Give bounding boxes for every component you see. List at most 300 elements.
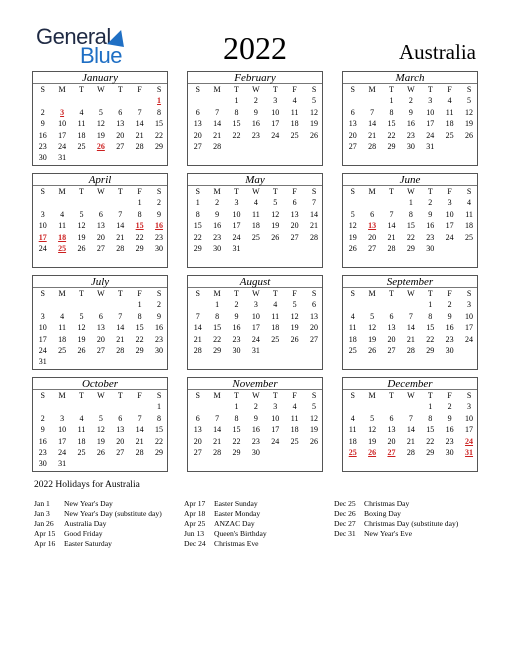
weekday-header: F [292,187,297,196]
holiday-entry [184,509,267,519]
day-cell: 3 [253,300,258,310]
weekday-header: W [407,391,415,400]
weekday-header: T [389,85,394,94]
generalblue-logo [36,26,132,70]
day-cell: 6 [118,107,123,117]
holiday-day-cell: 25 [348,447,357,457]
day-cell: 25 [271,334,280,344]
day-cell: 23 [38,447,47,457]
day-cell: 20 [116,130,125,140]
day-cell: 27 [116,447,125,457]
day-cell: 23 [213,232,222,242]
day-cell: 13 [290,209,299,219]
day-cell: 27 [310,334,319,344]
day-cell: 5 [79,311,84,321]
day-cell: 2 [234,300,239,310]
day-cell: 16 [38,130,47,140]
month-september [342,275,478,370]
weekday-header: F [447,289,452,298]
weekday-header: M [58,187,66,196]
holiday-date: Jan 26 [34,519,54,528]
day-cell: 16 [445,323,454,333]
day-cell: 18 [290,119,299,129]
holiday-entry [334,529,458,539]
holiday-day-cell: 13 [368,221,377,231]
weekday-header: F [137,187,142,196]
day-cell: 24 [58,141,67,151]
holiday-day-cell: 24 [465,436,474,446]
day-cell: 13 [96,221,105,231]
day-cell: 21 [213,436,222,446]
day-cell: 11 [445,107,454,117]
day-cell: 19 [77,232,86,242]
weekday-header: S [195,289,200,298]
day-cell: 2 [447,402,452,412]
day-cell: 14 [406,425,415,435]
day-cell: 3 [40,209,45,219]
day-cell: 2 [40,107,45,117]
day-cell: 20 [387,334,396,344]
weekday-header: S [40,187,45,196]
weekday-header: T [272,391,278,400]
day-cell: 2 [157,198,162,208]
day-cell: 12 [368,323,377,333]
empty-day-cell [111,401,130,412]
day-cell: 21 [387,232,396,242]
month-days-grid [33,186,167,254]
day-cell: 31 [58,153,67,163]
day-cell: 26 [271,232,280,242]
empty-day-cell [343,401,362,412]
day-cell: 20 [96,334,105,344]
day-cell: 11 [348,323,357,333]
day-cell: 12 [77,221,86,231]
weekday-header: S [350,289,355,298]
day-cell: 29 [232,447,241,457]
holiday-date: Dec 26 [334,509,356,518]
weekday-header: T [234,85,239,94]
day-cell: 5 [292,300,297,310]
day-cell: 19 [310,425,319,435]
day-cell: 23 [406,130,415,140]
day-cell: 2 [253,402,258,412]
day-cell: 18 [58,334,67,344]
day-cell: 23 [232,334,241,344]
day-cell: 15 [155,119,164,129]
empty-day-cell [188,299,207,310]
logo-text-general: General [36,24,111,49]
month-name: December [343,378,477,390]
day-cell: 22 [232,436,241,446]
day-cell: 12 [348,221,357,231]
day-cell: 29 [406,243,415,253]
logo-text-blue: Blue [80,43,123,68]
day-cell: 26 [348,243,357,253]
day-cell: 13 [310,311,319,321]
month-name: November [188,378,322,390]
day-cell: 4 [79,413,84,423]
weekday-header: T [389,391,394,400]
day-cell: 1 [215,300,220,310]
day-cell: 13 [387,323,396,333]
day-cell: 7 [137,413,142,423]
weekday-header: W [407,85,415,94]
month-days-grid [33,84,167,164]
day-cell: 12 [368,425,377,435]
day-cell: 15 [135,323,144,333]
day-cell: 20 [116,436,125,446]
empty-day-cell [207,401,226,412]
month-days-grid [343,84,477,152]
day-cell: 22 [426,436,435,446]
holidays-title: 2022 Holidays for Australia [34,480,140,490]
month-name: June [343,174,477,186]
weekday-header: F [137,289,142,298]
day-cell: 3 [40,311,45,321]
holiday-name: ANZAC Day [214,519,255,528]
holiday-day-cell: 3 [60,107,65,117]
day-cell: 11 [290,107,299,117]
day-cell: 24 [271,436,280,446]
day-cell: 18 [348,436,357,446]
day-cell: 22 [406,232,415,242]
month-january [32,71,168,166]
day-cell: 23 [445,334,454,344]
weekday-header: M [213,289,221,298]
empty-day-cell [343,197,362,208]
weekday-header: T [117,187,123,196]
day-cell: 24 [232,232,241,242]
day-cell: 5 [98,107,103,117]
day-cell: 26 [77,345,86,355]
holiday-date: Dec 25 [334,499,356,508]
day-cell: 23 [251,130,260,140]
day-cell: 13 [96,323,105,333]
day-cell: 21 [368,130,377,140]
empty-day-cell [362,197,381,208]
holiday-day-cell: 16 [155,221,164,231]
day-cell: 18 [77,130,86,140]
holiday-name: Christmas Eve [214,539,259,548]
empty-day-cell [91,299,110,310]
day-cell: 15 [426,425,435,435]
weekday-header: S [311,85,317,94]
month-october [32,377,168,472]
holiday-date: Jan 1 [34,499,50,508]
holiday-day-cell: 17 [38,232,47,242]
day-cell: 17 [445,221,454,231]
holiday-name: Queen's Birthday [214,529,267,538]
day-cell: 22 [213,334,222,344]
day-cell: 9 [447,413,452,423]
holiday-name: Easter Saturday [64,539,112,548]
day-cell: 30 [38,153,47,163]
day-cell: 28 [406,345,415,355]
empty-day-cell [362,401,381,412]
day-cell: 1 [428,300,433,310]
month-name: September [343,276,477,288]
month-december [342,377,478,472]
day-cell: 14 [213,119,222,129]
day-cell: 9 [408,107,413,117]
day-cell: 4 [292,96,297,106]
day-cell: 15 [232,425,241,435]
day-cell: 17 [465,425,474,435]
empty-day-cell [91,197,110,208]
day-cell: 4 [350,311,355,321]
empty-day-cell [111,95,130,106]
day-cell: 10 [426,107,435,117]
day-cell: 14 [135,425,144,435]
day-cell: 4 [350,413,355,423]
month-june [342,173,478,268]
day-cell: 22 [135,232,144,242]
day-cell: 3 [447,198,452,208]
day-cell: 29 [213,345,222,355]
holiday-name: Australia Day [64,519,107,528]
month-name: March [343,72,477,84]
day-cell: 25 [348,345,357,355]
day-cell: 5 [79,209,84,219]
day-cell: 12 [96,119,105,129]
empty-day-cell [401,401,420,412]
day-cell: 2 [447,300,452,310]
day-cell: 15 [155,425,164,435]
weekday-header: T [234,391,239,400]
day-cell: 25 [290,436,299,446]
day-cell: 4 [447,96,452,106]
day-cell: 22 [232,130,241,140]
day-cell: 1 [137,300,142,310]
day-cell: 2 [215,198,220,208]
day-cell: 15 [406,221,415,231]
day-cell: 17 [232,221,241,231]
day-cell: 19 [96,130,105,140]
holiday-entry [34,519,162,529]
day-cell: 17 [58,130,67,140]
day-cell: 21 [213,130,222,140]
day-cell: 20 [310,323,319,333]
empty-day-cell [382,299,401,310]
day-cell: 13 [387,425,396,435]
holiday-day-cell: 27 [387,447,396,457]
weekday-header: T [272,289,278,298]
month-march [342,71,478,166]
day-cell: 11 [465,209,473,219]
day-cell: 1 [137,198,142,208]
day-cell: 26 [290,334,299,344]
holiday-day-cell: 31 [465,447,474,457]
day-cell: 7 [118,311,123,321]
weekday-header: T [272,85,278,94]
day-cell: 14 [135,119,144,129]
day-cell: 17 [58,436,67,446]
month-name: July [33,276,167,288]
day-cell: 27 [193,141,202,151]
month-july [32,275,168,370]
weekday-header: F [292,85,297,94]
month-days-grid [188,288,322,356]
day-cell: 8 [137,311,142,321]
day-cell: 2 [40,413,45,423]
weekday-header: W [97,289,105,298]
day-cell: 22 [155,436,164,446]
day-cell: 5 [312,402,317,412]
weekday-header: W [252,289,260,298]
day-cell: 9 [40,425,45,435]
weekday-header: F [292,391,297,400]
day-cell: 11 [58,323,66,333]
day-cell: 7 [137,107,142,117]
empty-day-cell [91,95,110,106]
weekday-header: S [466,85,472,94]
day-cell: 4 [60,311,65,321]
day-cell: 24 [58,447,67,457]
day-cell: 10 [38,221,47,231]
day-cell: 22 [135,334,144,344]
holiday-entry [334,519,458,529]
holiday-entry [184,529,267,539]
day-cell: 11 [77,119,86,129]
empty-day-cell [52,95,71,106]
day-cell: 16 [232,323,241,333]
day-cell: 26 [465,130,474,140]
day-cell: 3 [428,96,433,106]
weekday-header: W [407,187,415,196]
day-cell: 22 [155,130,164,140]
holiday-name: New Year's Eve [364,529,412,538]
day-cell: 8 [137,209,142,219]
day-cell: 27 [387,345,396,355]
day-cell: 29 [426,447,435,457]
empty-day-cell [52,401,71,412]
day-cell: 4 [292,402,297,412]
holiday-date: Apr 17 [184,499,206,508]
day-cell: 10 [271,413,280,423]
day-cell: 4 [273,300,278,310]
day-cell: 8 [215,311,220,321]
day-cell: 2 [253,96,258,106]
holiday-day-cell: 26 [368,447,377,457]
day-cell: 1 [389,96,394,106]
day-cell: 6 [350,107,355,117]
day-cell: 7 [195,311,200,321]
month-days-grid [188,84,322,152]
weekday-header: F [292,289,297,298]
holiday-day-cell: 26 [96,141,105,151]
weekday-header: T [79,187,84,196]
empty-day-cell [362,95,381,106]
weekday-header: S [156,391,162,400]
day-cell: 9 [428,209,433,219]
day-cell: 8 [428,311,433,321]
weekday-header: F [137,391,142,400]
day-cell: 16 [251,119,260,129]
day-cell: 7 [408,311,413,321]
day-cell: 27 [96,243,105,253]
day-cell: 2 [408,96,413,106]
day-cell: 12 [96,425,105,435]
day-cell: 30 [445,447,454,457]
day-cell: 18 [271,323,280,333]
month-february [187,71,323,166]
day-cell: 12 [290,311,299,321]
day-cell: 20 [348,130,357,140]
weekday-header: S [311,187,317,196]
day-cell: 9 [447,311,452,321]
empty-day-cell [72,197,91,208]
holidays-column [184,499,267,549]
day-cell: 19 [290,323,299,333]
weekday-header: T [117,289,123,298]
day-cell: 21 [193,334,202,344]
day-cell: 31 [251,345,260,355]
holiday-date: Dec 24 [184,539,206,548]
day-cell: 9 [157,311,162,321]
day-cell: 12 [310,413,319,423]
day-cell: 30 [232,345,241,355]
day-cell: 15 [232,119,241,129]
weekday-header: F [447,85,452,94]
day-cell: 6 [195,413,200,423]
day-cell: 7 [389,209,394,219]
weekday-header: S [40,85,45,94]
day-cell: 19 [310,119,319,129]
day-cell: 17 [465,323,474,333]
empty-day-cell [91,401,110,412]
day-cell: 5 [370,413,375,423]
day-cell: 16 [426,221,435,231]
holiday-name: Boxing Day [364,509,401,518]
day-cell: 25 [465,232,474,242]
day-cell: 6 [389,413,394,423]
day-cell: 16 [251,425,260,435]
holidays-column [334,499,458,539]
weekday-header: S [40,391,45,400]
holiday-entry [34,529,162,539]
weekday-header: S [311,289,317,298]
empty-day-cell [33,95,52,106]
day-cell: 13 [193,425,202,435]
day-cell: 7 [370,107,375,117]
day-cell: 9 [40,119,45,129]
day-cell: 25 [290,130,299,140]
day-cell: 29 [426,345,435,355]
day-cell: 17 [251,323,260,333]
weekday-header: M [58,391,66,400]
holiday-entry [184,539,267,549]
day-cell: 5 [312,96,317,106]
empty-day-cell [130,95,149,106]
empty-day-cell [72,401,91,412]
holiday-date: Dec 31 [334,529,356,538]
day-cell: 25 [445,130,454,140]
day-cell: 1 [408,198,413,208]
day-cell: 27 [290,232,299,242]
holiday-entry [184,519,267,529]
day-cell: 10 [251,311,260,321]
day-cell: 8 [234,107,239,117]
day-cell: 13 [193,119,202,129]
day-cell: 11 [58,221,66,231]
weekday-header: W [97,391,105,400]
day-cell: 12 [271,209,280,219]
day-cell: 5 [350,209,355,219]
day-cell: 4 [253,198,258,208]
day-cell: 11 [348,425,357,435]
day-cell: 20 [368,232,377,242]
day-cell: 3 [467,402,472,412]
